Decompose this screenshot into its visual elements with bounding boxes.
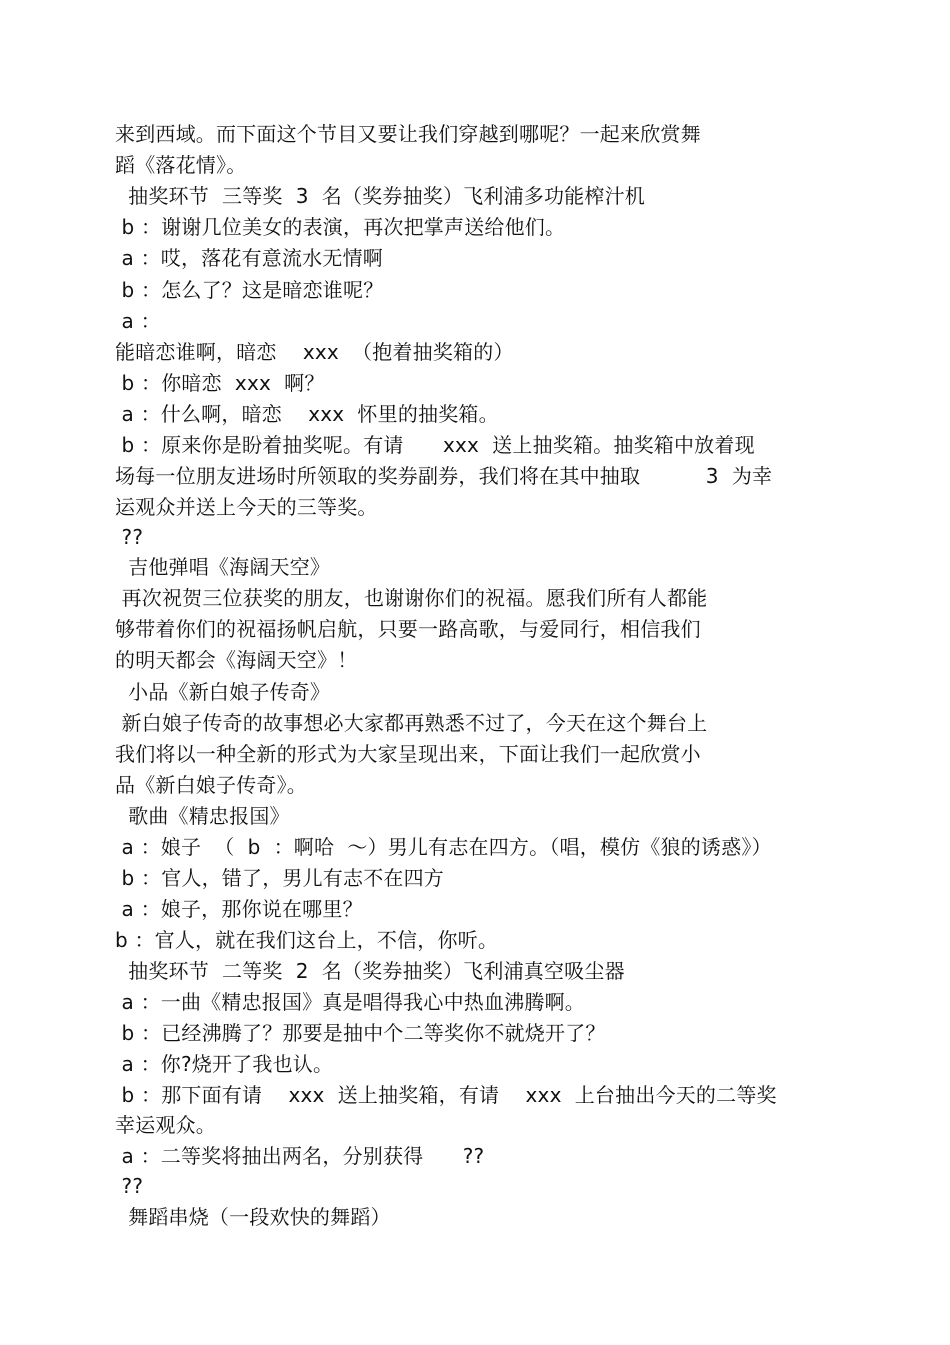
text-line: 我们将以一种全新的形式为大家呈现出来，下面让我们一起欣赏小 — [115, 742, 701, 766]
dialogue-line: a ：娘子 （ b ：啊哈 ～）男儿有志在四方。（唱，模仿《狼的诱惑》） — [115, 835, 772, 859]
section-heading: 歌曲《精忠报国》 — [115, 804, 290, 828]
text-line: 场每一位朋友进场时所领取的奖券副券，我们将在其中抽取 3 为幸 — [115, 464, 773, 488]
text-line: ?? — [115, 1174, 144, 1198]
dialogue-line: b ：谢谢几位美女的表演，再次把掌声送给他们。 — [115, 215, 566, 239]
text-line: 够带着你们的祝福扬帆启航，只要一路高歌，与爱同行，相信我们 — [115, 617, 701, 641]
text-line: 蹈《落花情》。 — [115, 153, 247, 177]
dialogue-line: b ：已经沸腾了？那要是抽中个二等奖你不就烧开了？ — [115, 1021, 606, 1045]
dialogue-line: b ：那下面有请 xxx 送上抽奖箱，有请 xxx 上台抽出今天的二等奖 — [115, 1083, 777, 1107]
dialogue-line: a ：一曲《精忠报国》真是唱得我心中热血沸腾啊。 — [115, 990, 585, 1014]
text-line: 运观众并送上今天的三等奖。 — [115, 495, 378, 519]
section-heading: 小品《新白娘子传奇》 — [115, 680, 331, 704]
text-line: 新白娘子传奇的故事想必大家都再熟悉不过了，今天在这个舞台上 — [115, 711, 708, 735]
dialogue-line: a ：你?烧开了我也认。 — [115, 1052, 334, 1076]
section-heading: 抽奖环节 三等奖 3 名（奖券抽奖）飞利浦多功能榨汁机 — [115, 184, 645, 208]
text-line: 来到西域。而下面这个节目又要让我们穿越到哪呢？一起来欣赏舞 — [115, 122, 701, 146]
text-line: ?? — [115, 525, 144, 549]
dialogue-line: a ：哎，落花有意流水无情啊 — [115, 246, 383, 270]
dialogue-line: b ：官人，错了，男儿有志不在四方 — [115, 866, 445, 890]
dialogue-line: a ：什么啊，暗恋 xxx 怀里的抽奖箱。 — [115, 402, 499, 426]
section-heading: 抽奖环节 二等奖 2 名（奖券抽奖）飞利浦真空吸尘器 — [115, 959, 625, 983]
text-line: 幸运观众。 — [115, 1113, 216, 1137]
dialogue-line: b ：怎么了？这是暗恋谁呢？ — [115, 278, 384, 302]
dialogue-line: b ：官人，就在我们这台上，不信，你听。 — [115, 928, 499, 952]
text-line: 再次祝贺三位获奖的朋友，也谢谢你们的祝福。愿我们所有人都能 — [115, 586, 708, 610]
text-line: 能暗恋谁啊，暗恋 xxx （抱着抽奖箱的） — [115, 340, 514, 364]
dialogue-line: a ：二等奖将抽出两名，分别获得 ?? — [115, 1144, 485, 1168]
section-heading: 舞蹈串烧（一段欢快的舞蹈） — [115, 1205, 391, 1229]
text-line: 品《新白娘子传奇》。 — [115, 773, 307, 797]
dialogue-line: a ：娘子，那你说在哪里？ — [115, 897, 363, 921]
text-line: 的明天都会《海阔天空》！ — [115, 648, 358, 672]
dialogue-line: a ： — [115, 309, 161, 333]
section-heading: 吉他弹唱《海阔天空》 — [115, 555, 331, 579]
dialogue-line: b ：原来你是盼着抽奖呢。有请 xxx 送上抽奖箱。抽奖箱中放着现 — [115, 433, 755, 457]
dialogue-line: b ：你暗恋 xxx 啊？ — [115, 371, 325, 395]
